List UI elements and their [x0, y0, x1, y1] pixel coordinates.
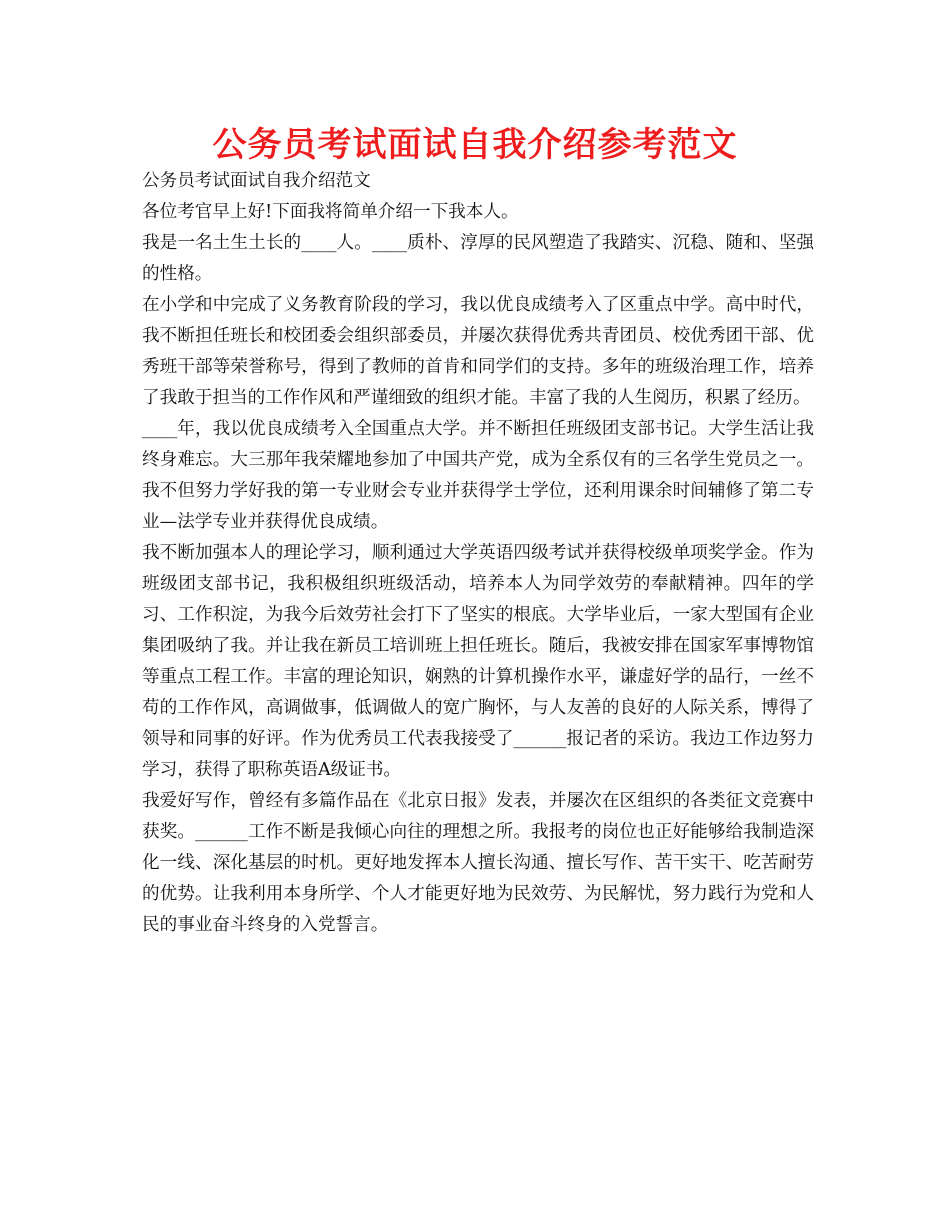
document-body: [142, 166, 814, 941]
body-paragraph-subtitle: 公务员考试面试自我介绍范文: [142, 171, 371, 191]
body-paragraph-schooling: 在小学和中完成了义务教育阶段的学习，我以优良成绩考入了区重点中学。高中时代，我不断担任班长和校团委会组织部委员，并屡次获得优秀共青团员、校优秀团干部、优秀班干部等荣誉称号，得到了教师的首肯和同学们的支持。多年的班级治理工作，培养了我敢于担当的工作作风和严谨细致的组织才能。丰富了我的人生阅历，积累了经历。: [142, 295, 814, 408]
body-paragraph-motivation: 我爱好写作，曾经有多篇作品在《北京日报》发表，并屡次在区组织的各类征文竞赛中获奖。______工作不断是我倾心向往的理想之所。我报考的岗位也正好能够给我制造深化一线、深化基层的时机。更好地发挥本人擅长沟通、擅长写作、苦干实干、吃苦耐劳的优势。让我利用本身所学、个人才能更好地为民效劳、为民解忧，努力践行为党和人民的事业奋斗终身的入党誓言。: [142, 791, 814, 935]
body-paragraph-career: 我不断加强本人的理论学习，顺利通过大学英语四级考试并获得校级单项奖学金。作为班级团支部书记，我积极组织班级活动，培养本人为同学效劳的奉献精神。四年的学习、工作积淀，为我今后效劳社会打下了坚实的根底。大学毕业后，一家大型国有企业集团吸纳了我。并让我在新员工培训班上担任班长。随后，我被安排在国家军事博物馆等重点工程工作。丰富的理论知识，娴熟的计算机操作水平，谦虚好学的品行，一丝不苟的工作作风，高调做事，低调做人的宽广胸怀，与人友善的良好的人际关系，博得了领导和同事的好评。作为优秀员工代表我接受了______报记者的采访。我边工作边努力学习，获得了职称英语A级证书。: [142, 543, 814, 780]
body-paragraph-greeting: 各位考官早上好!下面我将简单介绍一下我本人。: [142, 202, 519, 222]
body-paragraph-university: ____年，我以优良成绩考入全国重点大学。并不断担任班级团支部书记。大学生活让我终身难忘。大三那年我荣耀地参加了中国共产党，成为全系仅有的三名学生党员之一。我不但努力学好我的第一专业财会专业并获得学士学位，还利用课余时间辅修了第二专业—法学专业并获得优良成绩。: [142, 419, 814, 532]
body-paragraph-origin: 我是一名土生土长的____人。____质朴、淳厚的民风塑造了我踏实、沉稳、随和、坚强的性格。: [142, 233, 814, 284]
document-title: 公务员考试面试自我介绍参考范文: [212, 125, 738, 165]
